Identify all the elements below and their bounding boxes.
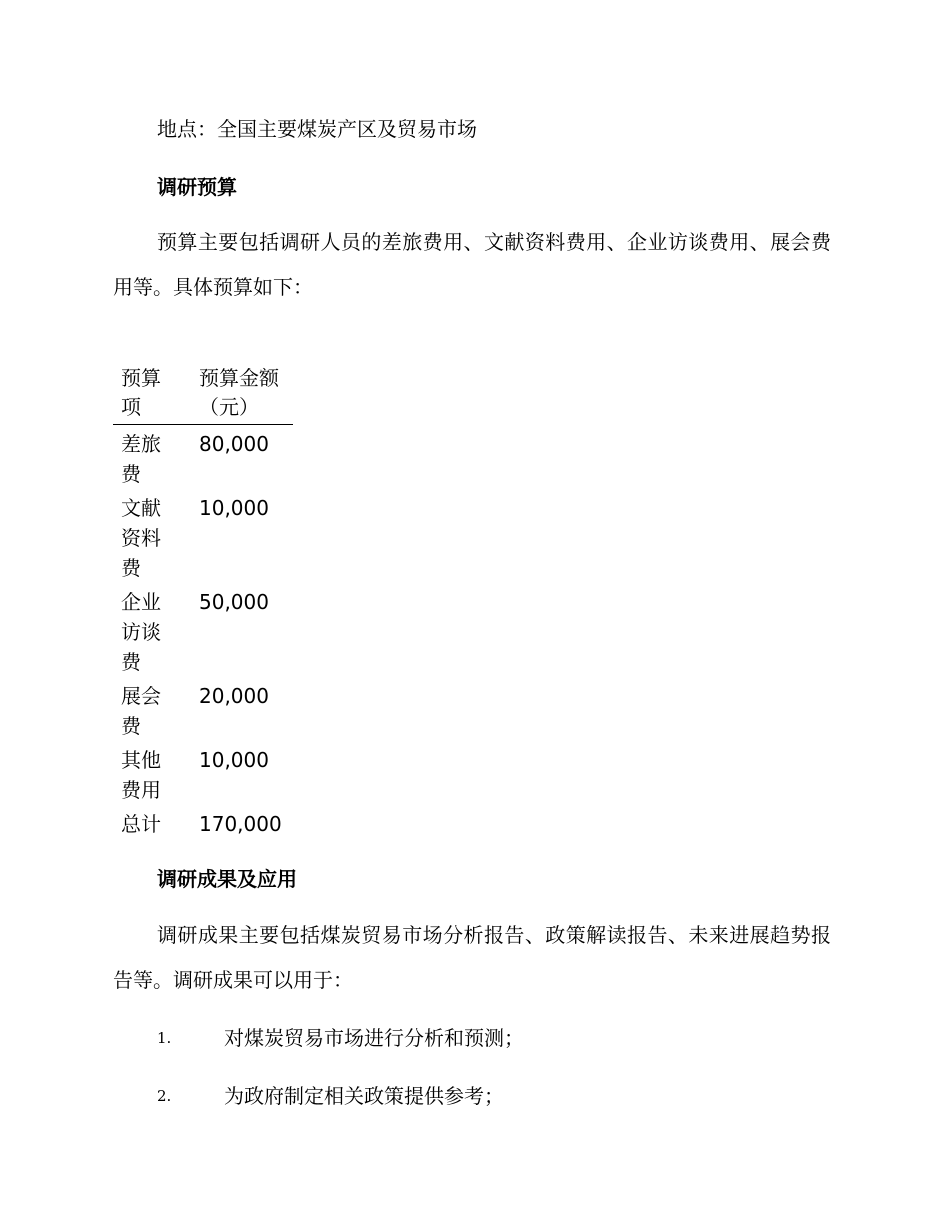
row-amount-other: 10,000 (199, 748, 269, 772)
table-row (113, 489, 293, 583)
location-line: 地点：全国主要煤炭产区及贸易市场 (157, 117, 477, 141)
budget-intro-paragraph: 预算主要包括调研人员的差旅费用、文献资料费用、企业访谈费用、展会费用等。具体预算如下： (113, 230, 831, 299)
row-amount-literature: 10,000 (199, 496, 269, 520)
table-row (113, 741, 293, 805)
header-budget-item: 预算项 (121, 366, 161, 419)
row-amount-interview: 50,000 (199, 590, 269, 614)
row-item-other: 其他费用 (121, 748, 161, 802)
row-amount-exhibition: 20,000 (199, 684, 269, 708)
table-row-total (113, 805, 293, 839)
list-item-text: 为政府制定相关政策提供参考； (224, 1084, 504, 1108)
list-item-number: 1. (157, 1029, 172, 1047)
list-item-number: 2. (157, 1087, 172, 1105)
row-amount-total: 170,000 (199, 812, 282, 836)
table-row (113, 425, 293, 489)
results-heading: 调研成果及应用 (157, 867, 297, 891)
table-row (113, 583, 293, 677)
row-item-interview: 企业访谈费 (121, 590, 161, 674)
table-row (113, 677, 293, 741)
row-item-exhibition: 展会费 (121, 684, 161, 738)
row-item-travel: 差旅费 (121, 432, 161, 486)
list-item-text: 对煤炭贸易市场进行分析和预测； (224, 1026, 524, 1050)
row-item-literature: 文献资料费 (121, 496, 161, 580)
results-intro-paragraph: 调研成果主要包括煤炭贸易市场分析报告、政策解读报告、未来进展趋势报告等。调研成果可以用于： (113, 923, 831, 992)
budget-heading: 调研预算 (157, 175, 237, 199)
budget-table (113, 334, 293, 839)
budget-table-header (113, 334, 293, 425)
header-budget-amount: 预算金额（元） (199, 366, 279, 419)
row-amount-travel: 80,000 (199, 432, 269, 456)
row-item-total: 总计 (121, 812, 161, 836)
